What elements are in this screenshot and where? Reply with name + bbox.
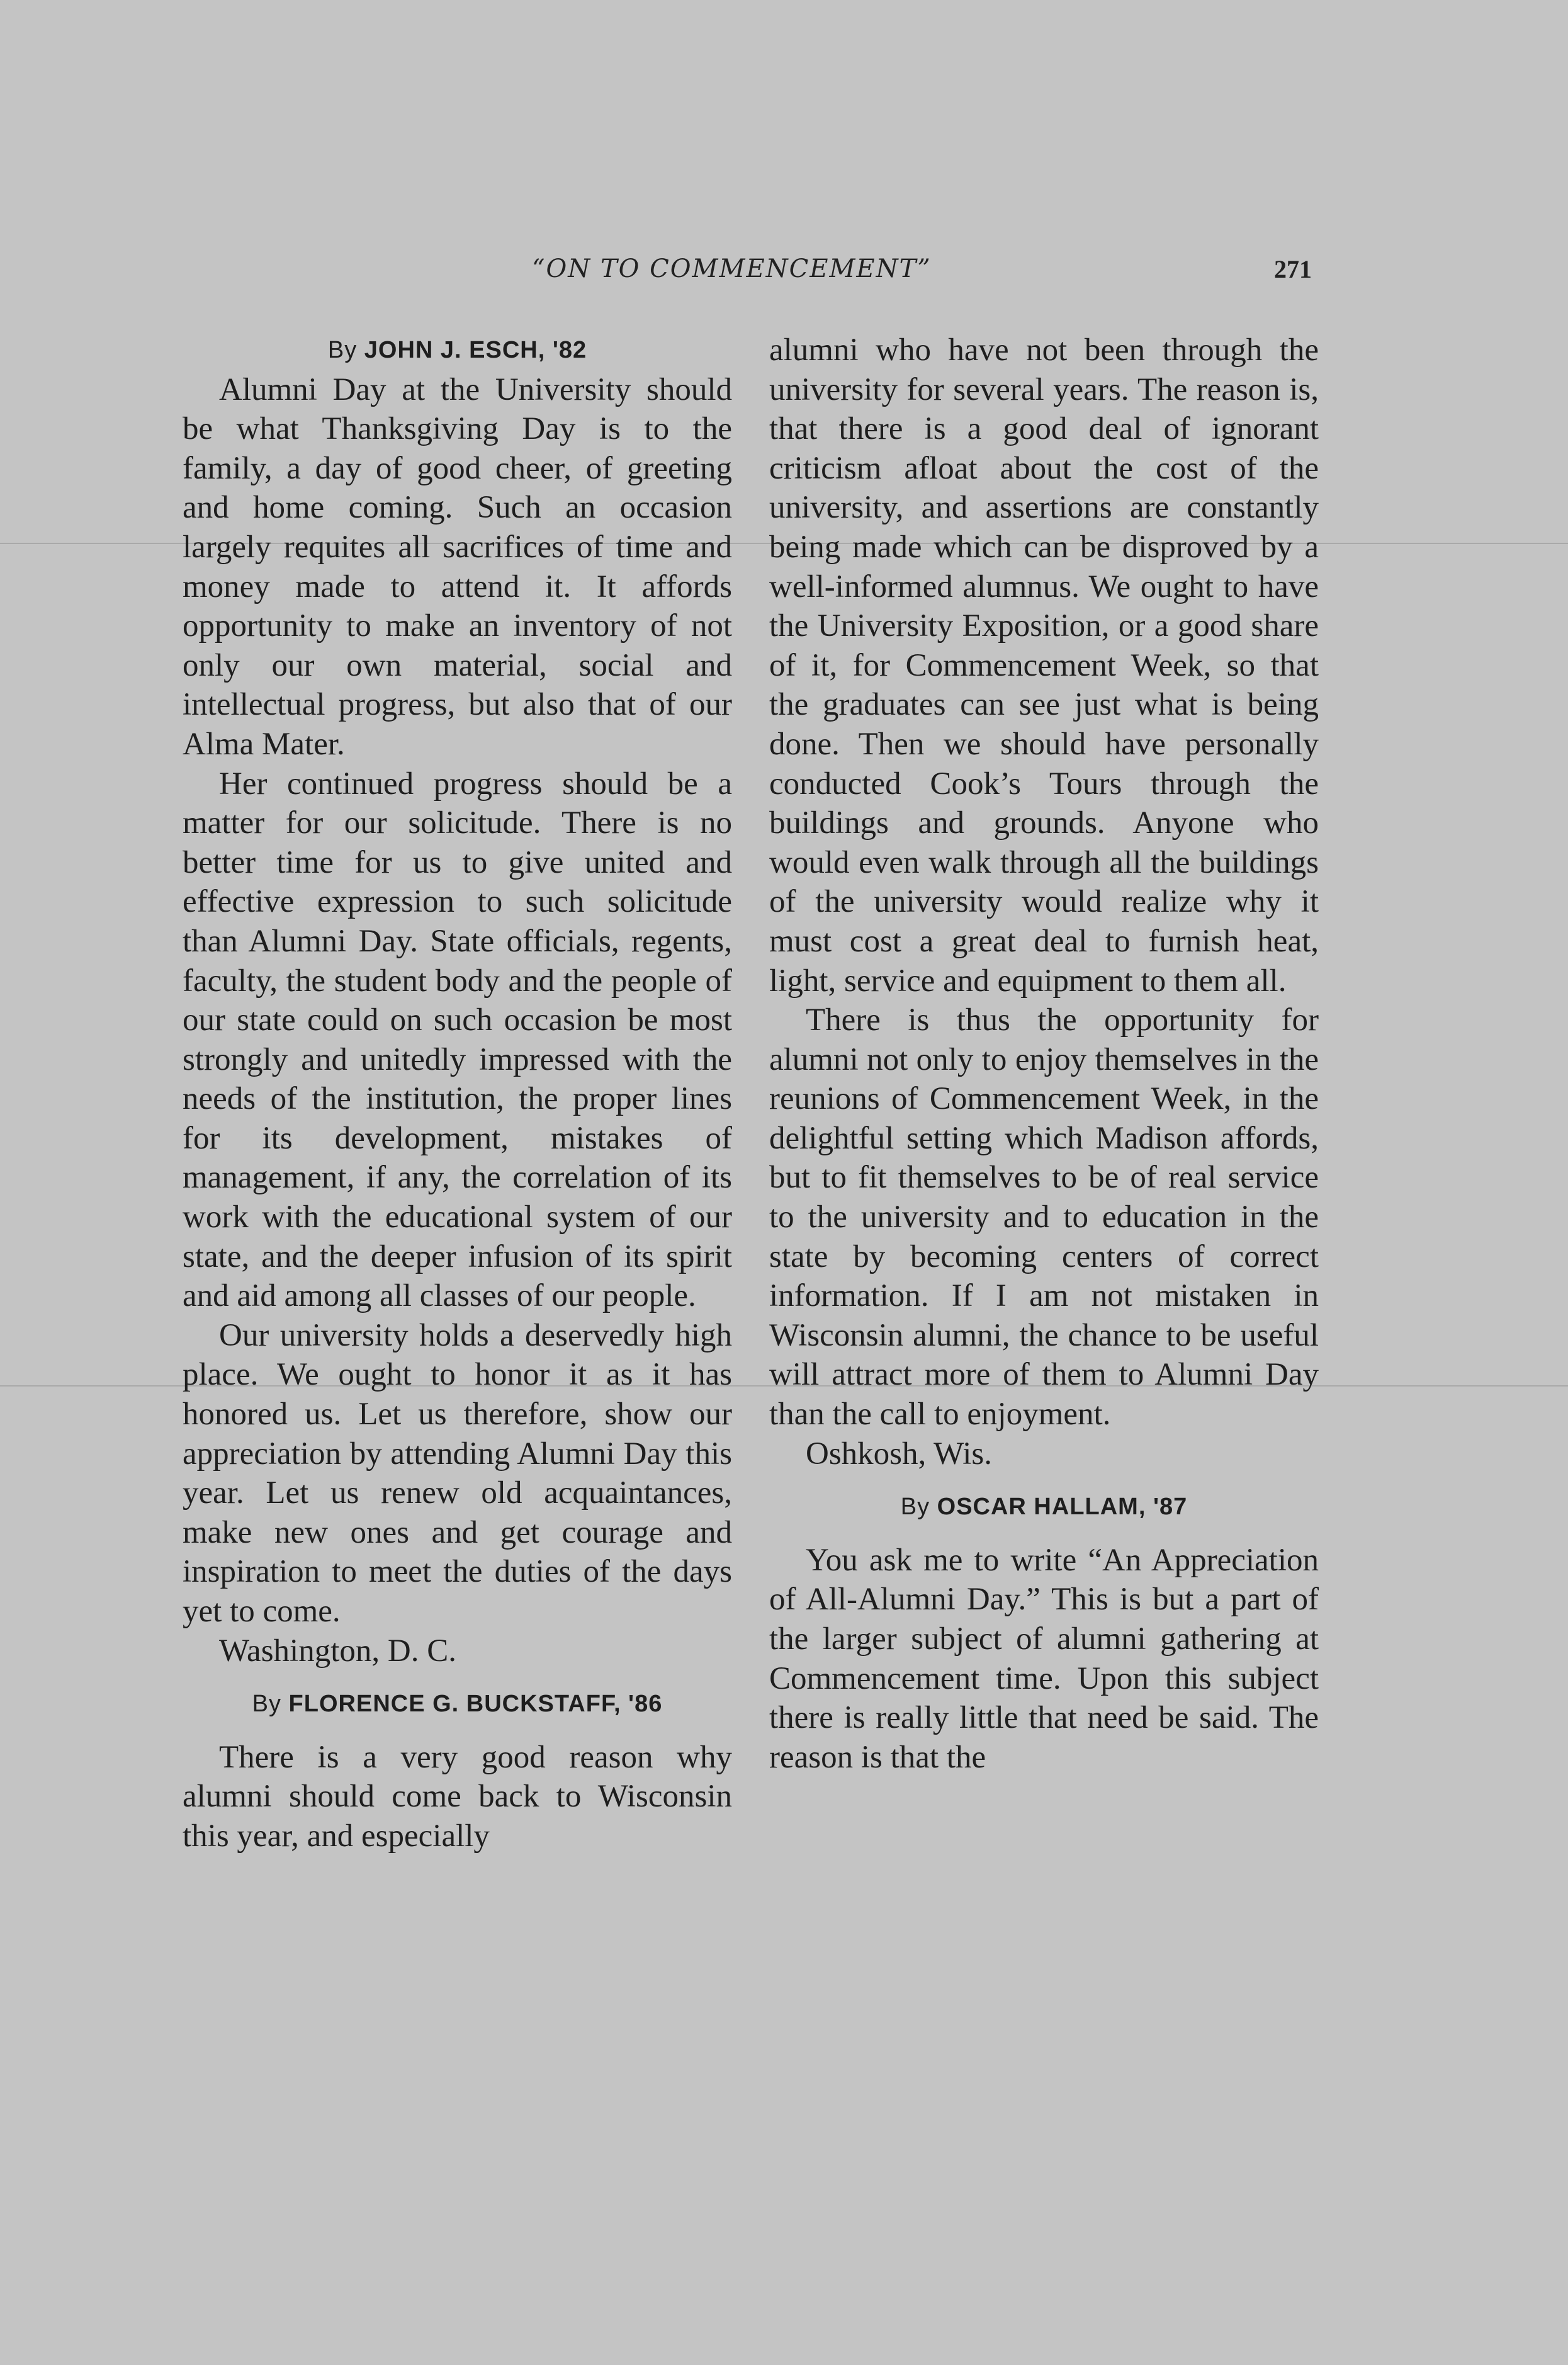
page-number: 271 <box>1274 255 1312 283</box>
byline-author: FLORENCE G. BUCKSTAFF, '86 <box>288 1691 663 1718</box>
byline-esch <box>183 331 732 370</box>
byline-prefix: By <box>252 1691 281 1718</box>
dateline-washington: Washington, D. C. <box>219 1633 456 1669</box>
paragraph: Her continued progress should be a matter for our solicitude. There is no better time for us to give united and effective expression to such solicitude than Alumni Day. State officials, regents, faculty, the student body and the people of our state could on such occasion be most strongly and unitedly impressed with the needs of the institution, the proper lines for its development, mistakes of management, if any, the correlation of its work with the educational system of our state, and the deeper infusion of its spirit and aid among all classes of our people. <box>183 766 732 1314</box>
paragraph: Our university holds a deservedly high place. We ought to honor it as it has honored us. Let us therefore, show our appreciation by attending Alumni Day this year. Let us renew old acquaintances, make new ones and get courage and inspiration to meet the duties of the days yet to come. <box>183 1317 732 1629</box>
byline-hallam <box>769 1487 1319 1527</box>
right-column <box>769 331 1319 1777</box>
paragraph: You ask me to write “An Appreciation of All-Alumni Day.” This is but a part of the larger subject of alumni gathering at Commencement time. Upon this subject there is really little that need be said. The reason is that the <box>769 1542 1319 1775</box>
dateline-oshkosh: Oshkosh, Wis. <box>806 1436 992 1472</box>
paragraph: Alumni Day at the University should be what Thanksgiving Day is to the family, a day of good cheer, of greeting and home coming. Such an occasion largely requites all sacrifices of time and money made to attend it. It affords opportunity to make an inventory of not only our own material, social and intellectual progress, but also that of our Alma Mater. <box>183 371 732 762</box>
byline-prefix: By <box>327 337 358 363</box>
paragraph-continued: alumni who have not been through the university for several years. The reason is, that there is a good deal of ignorant criticism afloat about the cost of the university, and assertions are constantly being made which can be disproved by a well-informed alumnus. We ought to have the University Exposition, or a good share of it, for Commencement Week, so that the graduates can see just what is being done. Then we should have personally conducted Cook’s Tours through the buildings and grounds. Anyone who would even walk through all the buildings of the university would realize why it must cost a great deal to furnish heat, light, service and equipment to them all. <box>769 332 1319 999</box>
byline-author: JOHN J. ESCH, '82 <box>364 337 587 363</box>
left-column <box>183 331 732 1856</box>
byline-prefix: By <box>900 1494 930 1521</box>
paragraph: There is thus the opportunity for alumni not only to enjoy themselves in the reunions of Commencement Week, in the delightful setting which Madison affords, but to fit themselves to be of real service to the university and to education in the state by becoming centers of correct information. If I am not mistaken in Wisconsin alumni, the chance to be useful will attract more of them to Alumni Day than the call to enjoyment. <box>769 1002 1319 1432</box>
paragraph: There is a very good reason why alumni should come back to Wisconsin this year, and especially <box>183 1739 732 1854</box>
byline-buckstaff <box>183 1684 732 1724</box>
running-title: “ON TO COMMENCEMENT” <box>532 254 932 283</box>
running-head <box>0 254 1568 292</box>
byline-author: OSCAR HALLAM, '87 <box>937 1494 1188 1521</box>
